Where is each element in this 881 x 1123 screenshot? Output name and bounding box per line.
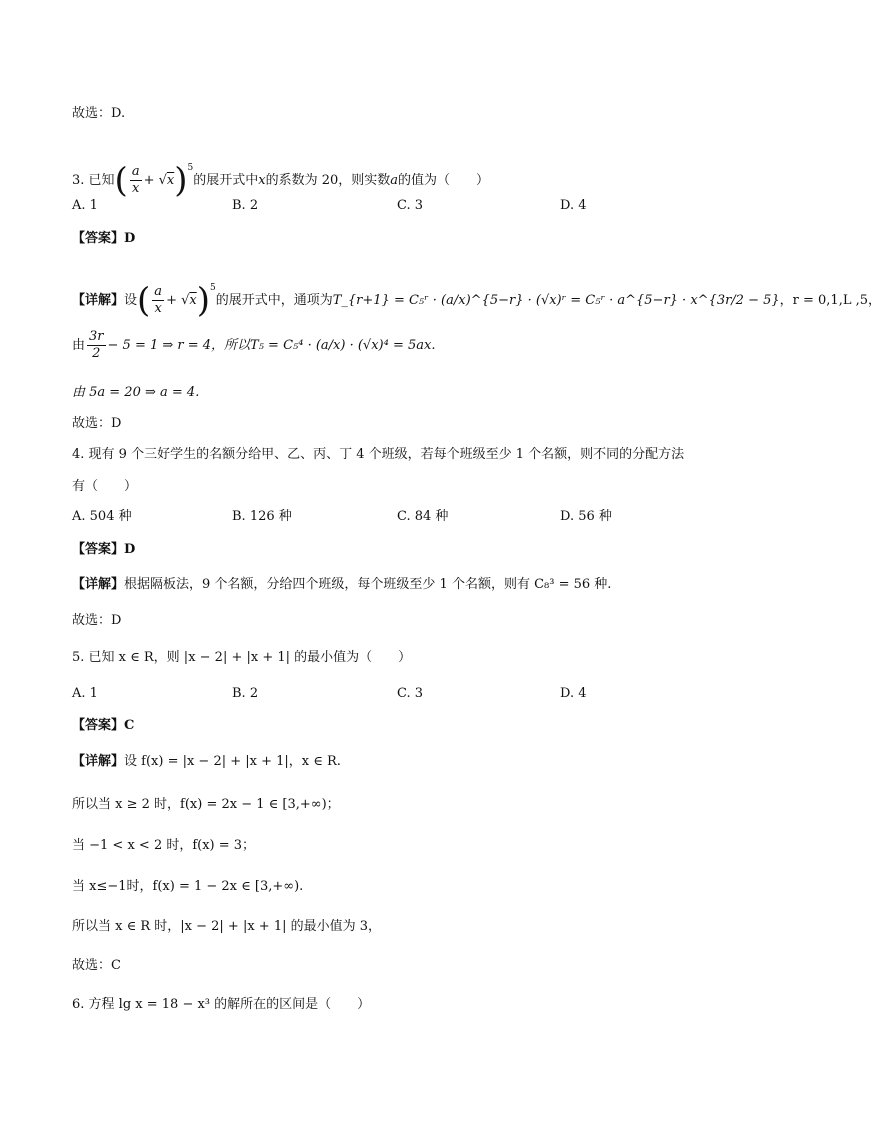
question-6-stem: 6. 方程 lg x = 18 − x³ 的解所在的区间是（ ）: [72, 997, 371, 1012]
question-4-final: 故选：D: [72, 613, 122, 628]
question-3-choices: A. 1 B. 2 C. 3 D. 4: [72, 198, 587, 213]
question-5-answer: 【答案】C: [72, 718, 135, 733]
question-3-step2: 由 $\frac{3r}{2}$ − 5 = 1 ⇒ r = 4，所以T₅ = C₅⁴ · (a/x) · (√x)⁴ = 5ax.: [72, 329, 436, 361]
question-4-answer: 【答案】D: [72, 542, 136, 557]
question-4-stem-1: 4. 现有 9 个三好学生的名额分给甲、乙、丙、丁 4 个班级，若每个班级至少 1 个名额，则不同的分配方法: [72, 447, 685, 462]
question-3-stem: 3. 已知( $\frac{a}{x}$ + √x)$^5$的展开式中x的系数为 20，则实数a的值为（ ）: [72, 160, 490, 201]
question-4-choices: A. 504 种 B. 126 种 C. 84 种 D. 56 种: [72, 509, 612, 524]
question-5-case-1: 所以当 x ≥ 2 时，f(x) = 2x − 1 ∈ [3,+∞)；: [72, 797, 340, 812]
question-3-answer: 【答案】D: [72, 231, 136, 246]
question-3-detail: 【详解】设( $\frac{a}{x}$ + √x)$^5$的展开式中，通项为T_{r+1} = C₅ʳ · (a/x)^{5−r} · (√x)ʳ = C₅ʳ · a^{5−r} · x^{3r/2 − 5}，r = 0,1,L ,5，: [72, 280, 881, 321]
question-5-case-3: 当 x≤−1时，f(x) = 1 − 2x ∈ [3,+∞).: [72, 879, 304, 894]
question-5-choices: A. 1 B. 2 C. 3 D. 4: [72, 686, 587, 701]
question-5-stem: 5. 已知 x ∈ R，则 |x − 2| + |x + 1| 的最小值为（ ）: [72, 650, 412, 665]
question-3-step3: 由 5a = 20 ⇒ a = 4.: [72, 385, 200, 400]
question-5-case-2: 当 −1 < x < 2 时，f(x) = 3；: [72, 838, 256, 853]
question-5-final: 故选：C: [72, 958, 121, 973]
question-5-detail: 【详解】设 f(x) = |x − 2| + |x + 1|，x ∈ R.: [72, 754, 341, 769]
answer-line: 故选：D.: [72, 106, 126, 121]
question-3-final: 故选：D: [72, 416, 122, 431]
question-4-stem-2: 有（ ）: [72, 479, 138, 494]
question-5-conclusion: 所以当 x ∈ R 时，|x − 2| + |x + 1| 的最小值为 3，: [72, 919, 382, 934]
question-4-detail: 【详解】根据隔板法，9 个名额，分给四个班级，每个班级至少 1 个名额，则有 C₈³ = 56 种.: [72, 577, 612, 592]
